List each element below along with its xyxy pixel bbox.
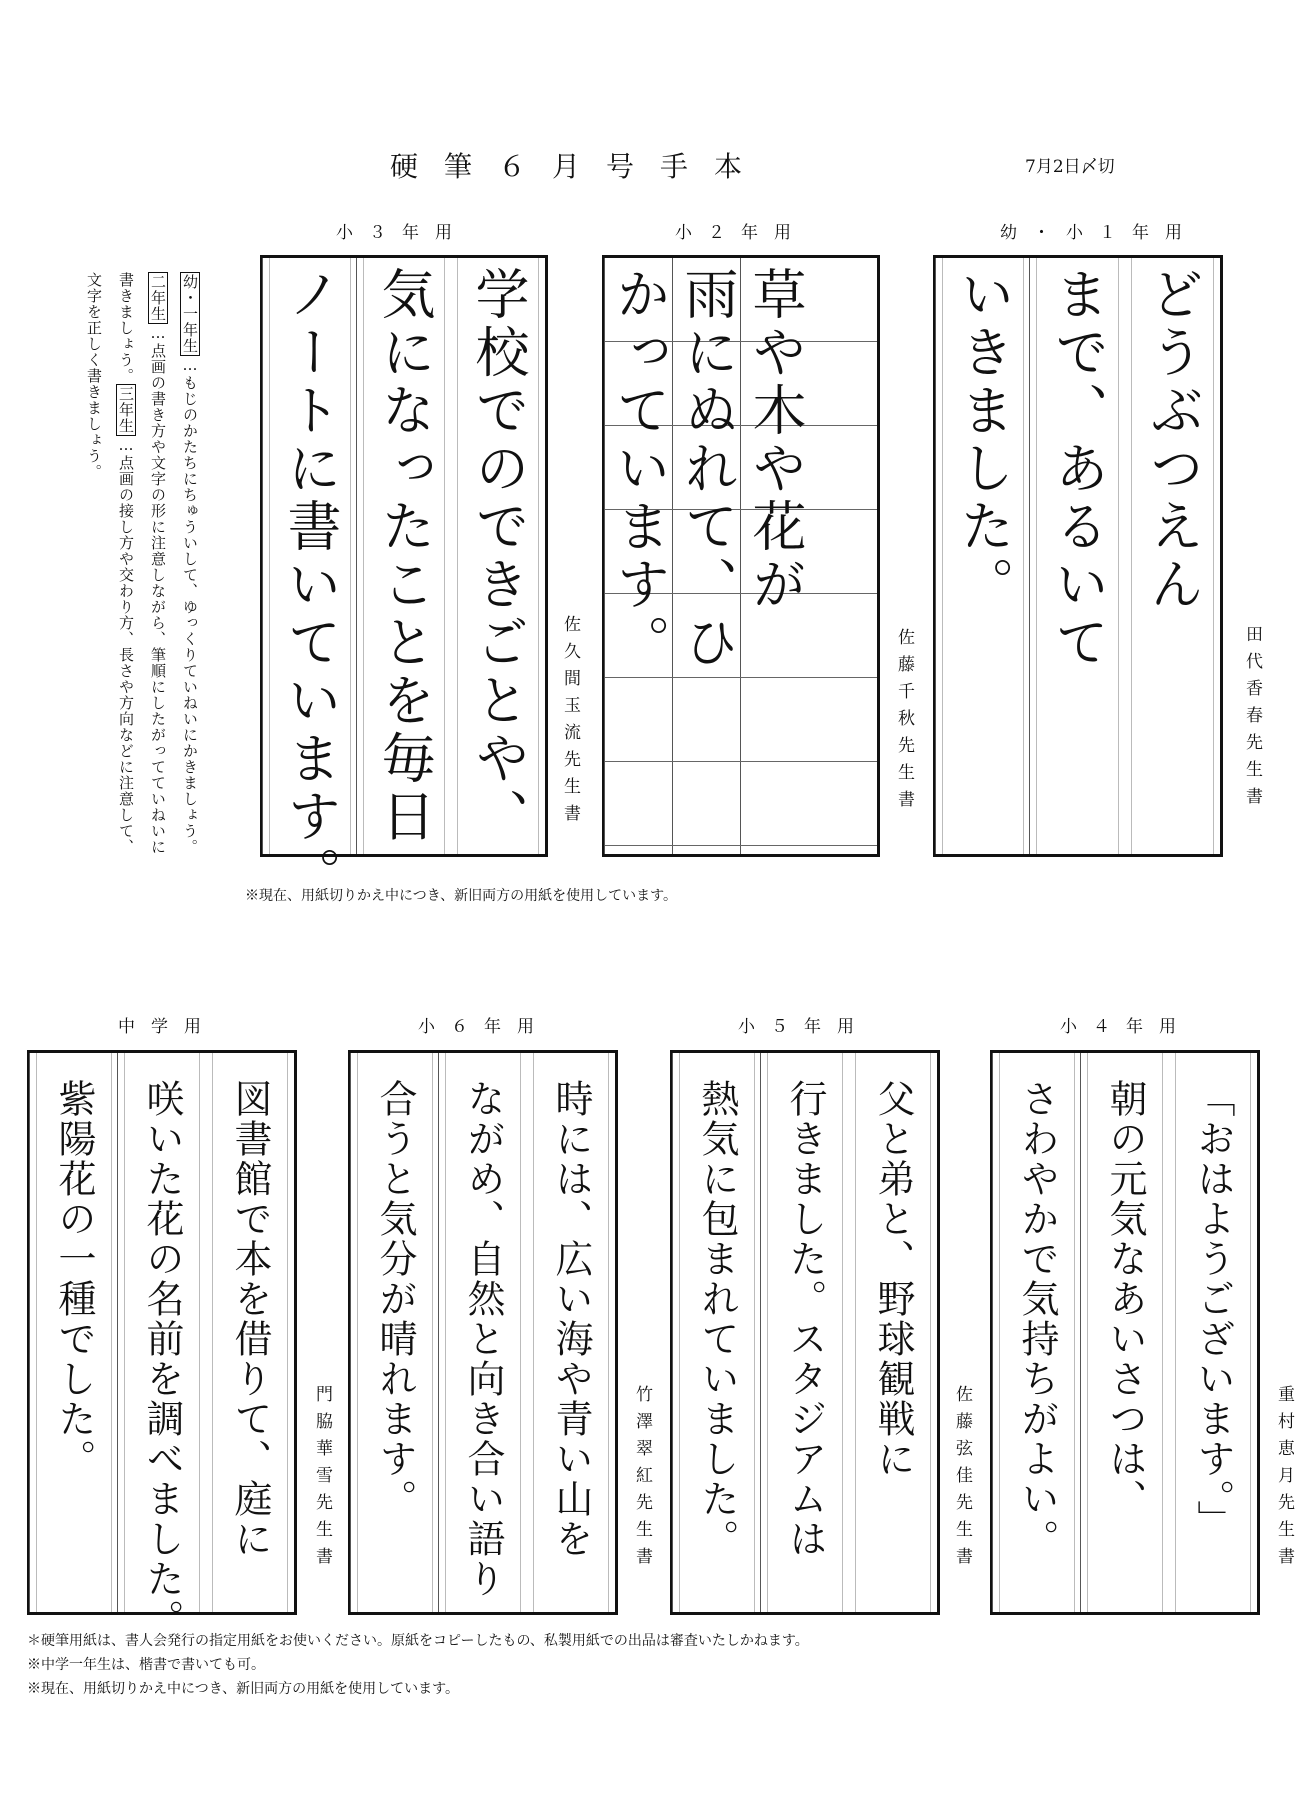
grade-label-6: 小６年用	[418, 1017, 550, 1037]
sample-column	[809, 258, 877, 854]
grade-label-3: 小３年用	[336, 223, 468, 243]
sample-column	[1125, 258, 1220, 854]
sample-line: 草や木や花が	[744, 266, 807, 614]
sample-line	[809, 266, 877, 846]
sample-sheet-4	[990, 1050, 1260, 1615]
sample-sheet-1	[933, 255, 1223, 857]
sample-line: ながめ、自然と向き合い語り	[461, 1079, 505, 1599]
grade1-text: …もじのかたちにちゅういして、ゆっくりていねいにかきましょう。	[181, 356, 199, 855]
teacher-name: 佐久間玉流先生書	[560, 615, 580, 831]
sample-column	[350, 1053, 439, 1612]
sample-line: 熱気に包まれていました。	[695, 1079, 739, 1559]
sample-line: 「おはようございます。」	[1191, 1079, 1235, 1540]
sample-column	[935, 258, 1030, 854]
sample-column	[992, 1053, 1081, 1612]
footnote: ＊硬筆用紙は、書人会発行の指定用紙をお使いください。原紙をコピーしたもの、私製用紙での出品は審査いたしかねます。	[27, 1633, 809, 1649]
grade-label-4: 小４年用	[1060, 1017, 1192, 1037]
grade3-label: 三年生	[117, 386, 135, 434]
notice: ※現在、用紙切りかえ中につき、新旧両方の用紙を使用しています。	[245, 888, 678, 904]
sample-column	[527, 1053, 615, 1612]
teacher-name: 竹澤翠紅先生書	[632, 1385, 652, 1574]
teacher-name: 佐藤千秋先生書	[894, 628, 914, 817]
sample-sheet-5	[670, 1050, 940, 1615]
page-title: 硬筆６月号手本	[390, 150, 769, 183]
sample-line: 時には、広い海や青い山を	[549, 1079, 593, 1559]
sample-line: 学校でのできごとや、	[467, 266, 530, 846]
instructions	[34, 272, 206, 862]
sample-column	[29, 1053, 118, 1612]
grade-label-1: 幼・小１年用	[1000, 223, 1198, 243]
sample-line: ノートに書いています。	[279, 266, 342, 904]
sample-column	[1080, 1053, 1169, 1612]
sample-line: 雨にぬれて、ひ	[676, 266, 739, 672]
teacher-name: 田代香春先生書	[1242, 625, 1262, 814]
footnote: ※現在、用紙切りかえ中につき、新旧両方の用紙を使用しています。	[27, 1681, 460, 1697]
teacher-name: 重村恵月先生書	[1274, 1385, 1294, 1574]
sample-line: さわやかで気持ちがよい。	[1015, 1079, 1059, 1559]
sample-column	[356, 258, 451, 854]
sample-line: いきました。	[952, 266, 1015, 614]
sample-column	[438, 1053, 527, 1612]
teacher-name: 佐藤弦佳先生書	[952, 1385, 972, 1574]
sample-column	[672, 1053, 761, 1612]
sample-column	[1169, 1053, 1257, 1612]
sample-sheet-middle	[27, 1050, 297, 1639]
sample-column	[760, 1053, 849, 1612]
grade3-text: …点画の接し方や交わり方、長さや方向などに注意して、文字を正しく書きましょう。	[85, 272, 135, 855]
grade-label-5: 小５年用	[738, 1017, 870, 1037]
sample-column	[206, 1053, 294, 1612]
sample-line: まで、あるいて	[1046, 266, 1110, 672]
grade1-label: 幼・一年生	[181, 274, 199, 354]
sample-line: どうぶつえん	[1141, 266, 1205, 614]
sample-line: 行きました。スタジアムは	[783, 1079, 827, 1559]
sample-line: 図書館で本を借りて、庭に	[228, 1079, 272, 1559]
sample-line: 紫陽花の一種でした。	[52, 1079, 96, 1479]
sample-column	[604, 258, 673, 854]
sample-sheet-6	[348, 1050, 618, 1615]
sample-column	[740, 258, 809, 854]
grade-label-middle: 中学用	[118, 1017, 217, 1037]
grade-label-2: 小２年用	[675, 223, 807, 243]
grade2-label: 二年生	[149, 274, 167, 322]
sample-column	[1029, 258, 1125, 854]
sample-column	[672, 258, 741, 854]
sample-column	[262, 258, 357, 904]
sample-line: 咲いた花の名前を調べました。	[140, 1079, 184, 1639]
grade2-text: …点画の書き方や文字の形に注意しながら、筆順にしたがってていねいに書きましょう。	[117, 272, 167, 855]
sample-column	[451, 258, 545, 854]
sample-line: 気になったことを毎日	[373, 266, 436, 846]
sample-line: 朝の元気なあいさつは、	[1103, 1079, 1147, 1519]
teacher-name: 門脇華雪先生書	[312, 1385, 332, 1574]
sample-line: 合うと気分が晴れます。	[373, 1079, 417, 1519]
deadline: 7月2日〆切	[1025, 157, 1115, 177]
sample-line: かっています。	[608, 266, 671, 672]
sample-sheet-2	[602, 255, 880, 857]
sample-column	[849, 1053, 937, 1612]
footnote: ※中学一年生は、楷書で書いても可。	[27, 1657, 265, 1673]
sample-line: 父と弟と、野球観戦に	[871, 1079, 915, 1479]
sample-column	[117, 1053, 206, 1639]
